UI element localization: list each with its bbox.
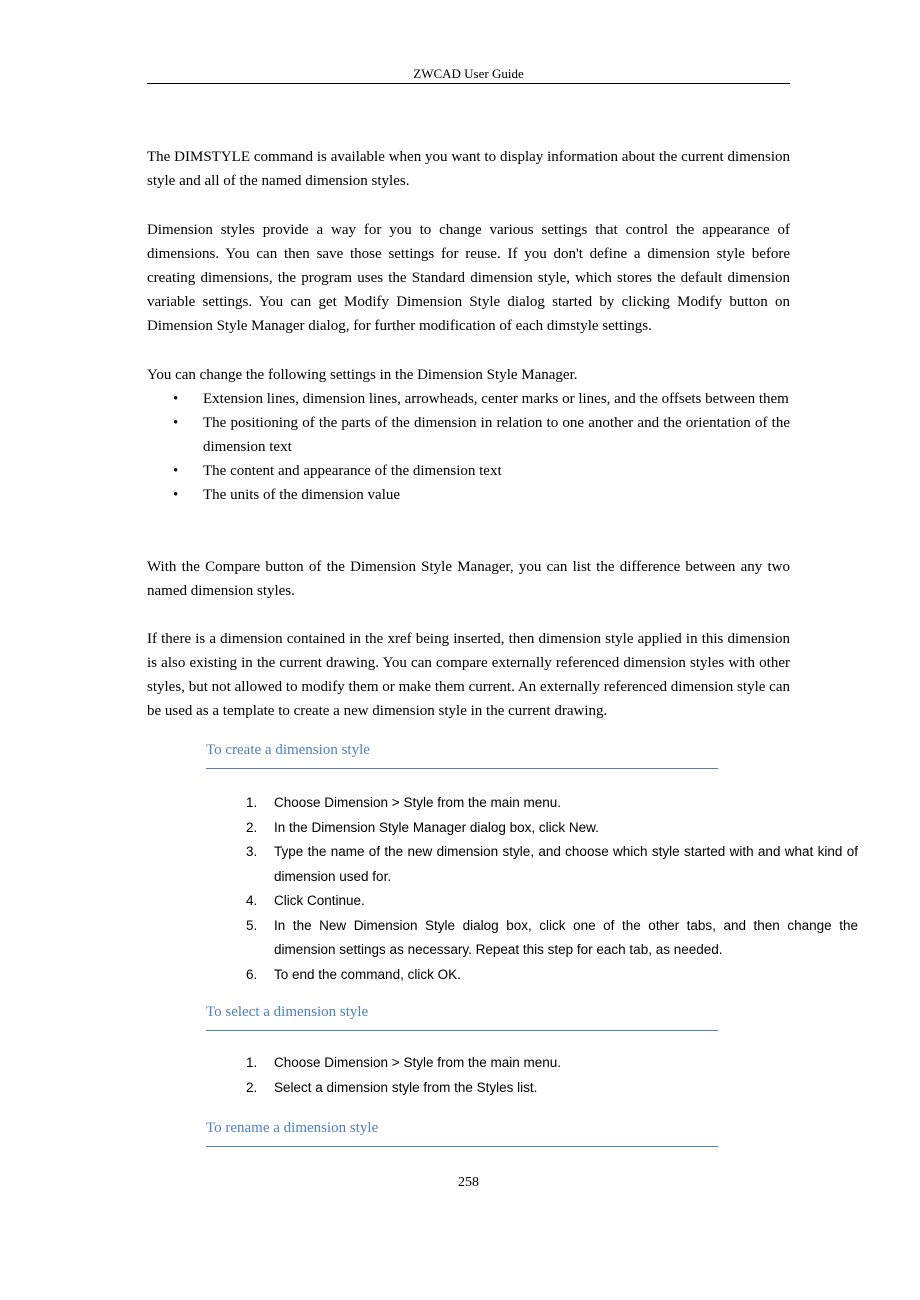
step-number: 1.	[246, 795, 258, 810]
step-text: Choose Dimension > Style from the main menu.	[274, 1055, 562, 1070]
paragraph: With the Compare button of the Dimension Style Manager, you can list the difference between any two named dimension styles.	[147, 559, 790, 599]
step-item	[246, 963, 858, 988]
step-text: Type the name of the new dimension style, and choose which style started with and what kind of dimension used for.	[274, 844, 858, 884]
paragraph-compare	[147, 555, 790, 603]
paragraph: The DIMSTYLE command is available when you want to display information about the current dimension style and all of the named dimension styles.	[147, 149, 790, 189]
paragraph: You can change the following settings in the Dimension Style Manager.	[147, 367, 578, 383]
step-number: 2.	[246, 1079, 258, 1095]
settings-bullet-list	[147, 387, 790, 507]
step-text: Click Continue.	[274, 893, 365, 908]
bullet-item: • The positioning of the parts of the dimension in relation to one another and the orientation of the dimension text	[203, 411, 790, 459]
settings-block	[147, 363, 790, 507]
paragraph: Dimension styles provide a way for you to change various settings that control the appearance of dimensions. You can then save those settings for reuse. If you don't define a dimension style before creating dimensions, the program uses the Standard dimension style, which stores the default dimension variable settings. You can get Modify Dimension Style dialog started by clicking Modify button on Dimension Style Manager dialog, for further modification of each dimstyle settings.	[147, 222, 790, 334]
step-text: In the New Dimension Style dialog box, click one of the other tabs, and then change the dimension settings as necessary. Repeat this step for each tab, as needed.	[274, 917, 858, 957]
step-item	[246, 791, 858, 816]
select-steps-list	[206, 1051, 858, 1100]
section-heading-rename: To rename a dimension style	[206, 1120, 718, 1147]
step-item	[246, 816, 858, 841]
header-rule	[147, 83, 790, 84]
step-item	[246, 840, 858, 889]
section-heading-select: To select a dimension style	[206, 1004, 718, 1031]
running-header: ZWCAD User Guide	[413, 66, 524, 81]
section-heading-create: To create a dimension style	[206, 742, 718, 769]
step-item	[246, 914, 858, 963]
bullet-item: • The units of the dimension value	[203, 483, 790, 507]
step-text: In the Dimension Style Manager dialog box, click New.	[274, 819, 599, 835]
step-text: Choose Dimension > Style from the main menu.	[274, 795, 562, 810]
step-number: 3.	[246, 844, 258, 859]
step-number: 4.	[246, 893, 258, 908]
paragraph-intro	[147, 145, 790, 193]
paragraph-xref	[147, 627, 790, 723]
step-number: 2.	[246, 819, 258, 835]
bullet-item: • Extension lines, dimension lines, arrowheads, center marks or lines, and the offsets between them	[203, 387, 790, 411]
bullet-item: • The content and appearance of the dimension text	[203, 459, 790, 483]
step-number: 5.	[246, 917, 258, 933]
step-item	[246, 889, 858, 914]
step-item	[246, 1076, 858, 1101]
step-text: Select a dimension style from the Styles list.	[274, 1079, 538, 1095]
create-steps-list	[206, 791, 858, 987]
paragraph: If there is a dimension contained in the xref being inserted, then dimension style applied in this dimension is also existing in the current drawing. You can compare externally referenced dimension styles with other styles, but not allowed to modify them or make them current. An externally referenced dimension style can be used as a template to create a new dimension style in the current drawing.	[147, 631, 790, 719]
step-number: 1.	[246, 1055, 258, 1070]
step-text: To end the command, click OK.	[274, 966, 461, 982]
page-number: 258	[458, 1175, 479, 1190]
step-item	[246, 1051, 858, 1076]
paragraph-styles	[147, 218, 790, 338]
step-number: 6.	[246, 966, 258, 982]
